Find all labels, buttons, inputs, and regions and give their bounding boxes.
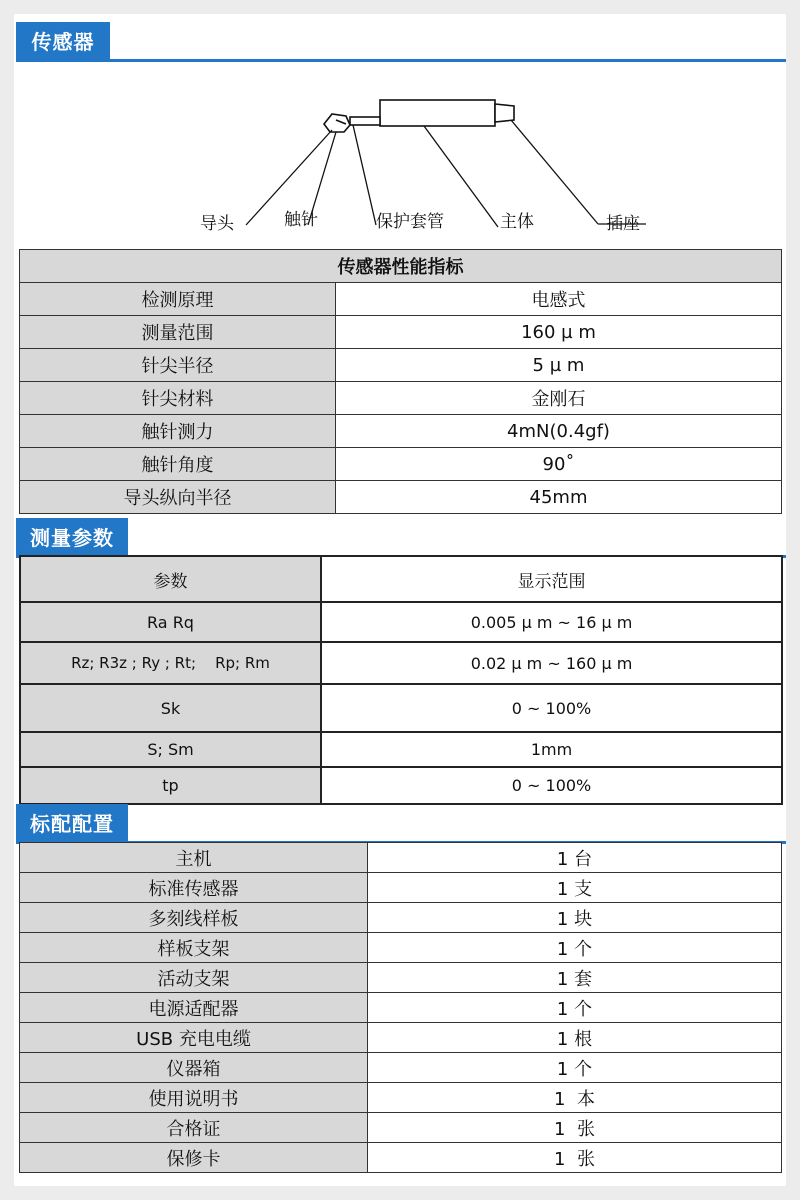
item-cell: USB 充电电缆 (20, 1023, 368, 1053)
row-value: 160 µ m (336, 316, 782, 349)
item-cell: 保修卡 (20, 1143, 368, 1173)
table-row (20, 1143, 782, 1173)
qty-cell: 1 个 (368, 1053, 782, 1083)
spec-sheet (14, 14, 786, 1186)
item-cell: 样板支架 (20, 933, 368, 963)
item-cell: 电源适配器 (20, 993, 368, 1023)
row-label: 针尖半径 (20, 349, 336, 382)
label-main-body: 主体 (500, 212, 534, 232)
section-divider (16, 59, 786, 62)
sensor-diagram (14, 84, 786, 244)
socket-leader (511, 120, 598, 224)
item-cell: 活动支架 (20, 963, 368, 993)
row-label: 触针角度 (20, 448, 336, 481)
sensor-section-title: 传感器 (16, 22, 110, 62)
qty-cell: 1 台 (368, 843, 782, 873)
row-value: 45mm (336, 481, 782, 514)
table-row (20, 933, 782, 963)
table-row (20, 903, 782, 933)
tube-leader (353, 125, 376, 225)
label-socket: 插座 (606, 214, 640, 234)
range-header: 显示范围 (321, 556, 782, 602)
table-row (20, 1083, 782, 1113)
config-section-title: 标配配置 (16, 804, 128, 844)
item-cell: 标准传感器 (20, 873, 368, 903)
table-header-row (20, 250, 782, 283)
table-row (20, 602, 782, 642)
table-row (20, 349, 782, 382)
qty-cell: 1 本 (368, 1083, 782, 1113)
qty-cell: 1 个 (368, 933, 782, 963)
row-value: 电感式 (336, 283, 782, 316)
measure-section-title: 测量参数 (16, 518, 128, 558)
row-label: 导头纵向半径 (20, 481, 336, 514)
table-row (20, 448, 782, 481)
label-protective-tube: 保护套管 (376, 212, 444, 232)
sensor-spec-table (19, 249, 782, 514)
qty-cell: 1 套 (368, 963, 782, 993)
table-row (20, 767, 782, 804)
row-label: 测量范围 (20, 316, 336, 349)
qty-cell: 1 根 (368, 1023, 782, 1053)
table-row (20, 732, 782, 767)
protective-tube-shape (350, 117, 380, 125)
row-label: 针尖材料 (20, 382, 336, 415)
label-stylus: 触针 (284, 210, 318, 230)
measure-section-header (14, 518, 786, 558)
param-cell: Rz; R3z ; Ry ; Rt; Rp; Rm (20, 642, 321, 684)
table-row (20, 1053, 782, 1083)
row-value: 5 µ m (336, 349, 782, 382)
item-cell: 多刻线样板 (20, 903, 368, 933)
standard-config-table (19, 842, 782, 1173)
table-row (20, 873, 782, 903)
table-row (20, 415, 782, 448)
table-row (20, 642, 782, 684)
row-label: 触针测力 (20, 415, 336, 448)
table-row (20, 283, 782, 316)
table-row (20, 963, 782, 993)
item-cell: 合格证 (20, 1113, 368, 1143)
item-cell: 使用说明书 (20, 1083, 368, 1113)
range-cell: 0 ~ 100% (321, 684, 782, 732)
item-cell: 主机 (20, 843, 368, 873)
socket-shape (495, 104, 514, 122)
row-value: 4mN(0.4gf) (336, 415, 782, 448)
table-row (20, 684, 782, 732)
param-cell: Sk (20, 684, 321, 732)
row-label: 检测原理 (20, 283, 336, 316)
table-row (20, 1023, 782, 1053)
item-cell: 仪器箱 (20, 1053, 368, 1083)
table-row (20, 316, 782, 349)
spec-table-title: 传感器性能指标 (20, 250, 782, 283)
qty-cell: 1 张 (368, 1143, 782, 1173)
range-cell: 0.02 µ m ~ 160 µ m (321, 642, 782, 684)
qty-cell: 1 块 (368, 903, 782, 933)
label-guide-head: 导头 (200, 214, 234, 234)
range-cell: 0.005 µ m ~ 16 µ m (321, 602, 782, 642)
qty-cell: 1 张 (368, 1113, 782, 1143)
table-header-row (20, 556, 782, 602)
range-cell: 1mm (321, 732, 782, 767)
table-row (20, 382, 782, 415)
sensor-section-header (14, 22, 786, 62)
param-cell: S; Sm (20, 732, 321, 767)
param-header: 参数 (20, 556, 321, 602)
qty-cell: 1 个 (368, 993, 782, 1023)
row-value: 金刚石 (336, 382, 782, 415)
table-row (20, 481, 782, 514)
table-row (20, 843, 782, 873)
table-row (20, 993, 782, 1023)
config-section-header (14, 804, 786, 844)
table-row (20, 1113, 782, 1143)
param-cell: tp (20, 767, 321, 804)
measure-param-table (19, 555, 783, 805)
row-value: 90˚ (336, 448, 782, 481)
param-cell: Ra Rq (20, 602, 321, 642)
stylus-head-shape (324, 114, 350, 132)
main-body-shape (380, 100, 495, 126)
range-cell: 0 ~ 100% (321, 767, 782, 804)
qty-cell: 1 支 (368, 873, 782, 903)
